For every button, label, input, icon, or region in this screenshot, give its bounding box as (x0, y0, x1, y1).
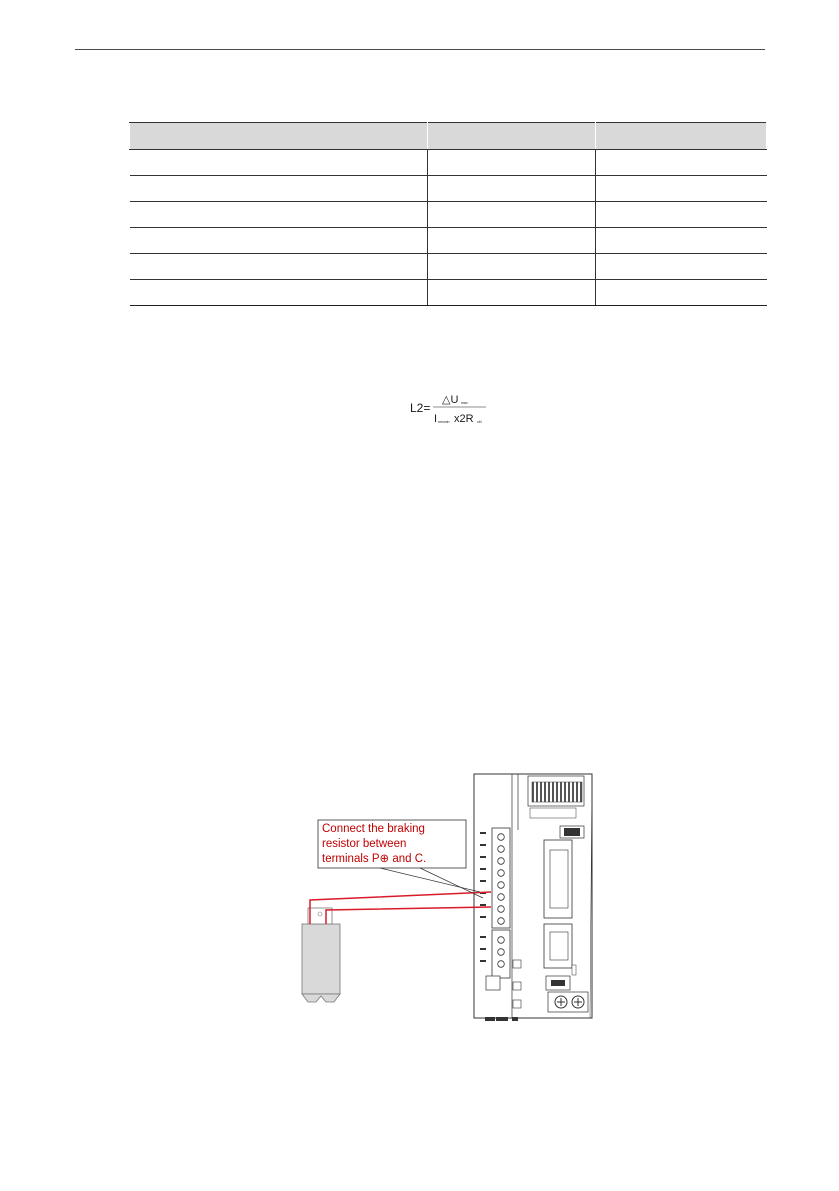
formula-numerator: △U (442, 394, 459, 406)
table-cell (428, 150, 596, 176)
callout (318, 820, 483, 898)
table-cell (428, 176, 596, 202)
callout-text-line-3: terminals P⊕ and C. (322, 853, 427, 865)
table-cell (130, 280, 428, 306)
table-cell (130, 176, 428, 202)
formula-denominator-r-sub: cbl (477, 420, 482, 424)
header-rule (75, 49, 765, 50)
table-cell (130, 228, 428, 254)
table-row (130, 202, 767, 228)
table-header-cell (596, 123, 767, 150)
table-cell (428, 228, 596, 254)
table-cell (596, 254, 767, 280)
formula-numerator-sub: max (461, 401, 468, 405)
callout-text-line-2: resistor between (322, 838, 407, 850)
formula-denominator-i: I (434, 413, 438, 425)
table-row (130, 150, 767, 176)
table-cell (428, 280, 596, 306)
table-cell (428, 254, 596, 280)
table-cell (596, 150, 767, 176)
braking-wires (310, 892, 491, 924)
table-cell (596, 228, 767, 254)
table-header-cell (428, 123, 596, 150)
table-header-cell (130, 123, 428, 150)
table-cell (130, 150, 428, 176)
table-row (130, 228, 767, 254)
table-row (130, 280, 767, 306)
table-cell (596, 176, 767, 202)
servo-drive (474, 774, 592, 1021)
table-cell (428, 202, 596, 228)
formula-lhs: L2= (410, 401, 431, 415)
braking-resistor (302, 908, 340, 1002)
cable-inductance-formula (410, 390, 510, 430)
table-row (130, 176, 767, 202)
formula-denominator-i-sub: rmsmin (438, 420, 450, 424)
callout-text-line-1: Connect the braking (322, 823, 425, 835)
table-row (130, 254, 767, 280)
spec-table (129, 122, 767, 306)
formula-denominator-mid: x2R (454, 413, 474, 425)
table-cell (130, 202, 428, 228)
table-cell (596, 202, 767, 228)
table-cell (596, 280, 767, 306)
table-header-row (130, 123, 767, 150)
braking-resistor-wiring-diagram (280, 770, 600, 1030)
table-cell (130, 254, 428, 280)
